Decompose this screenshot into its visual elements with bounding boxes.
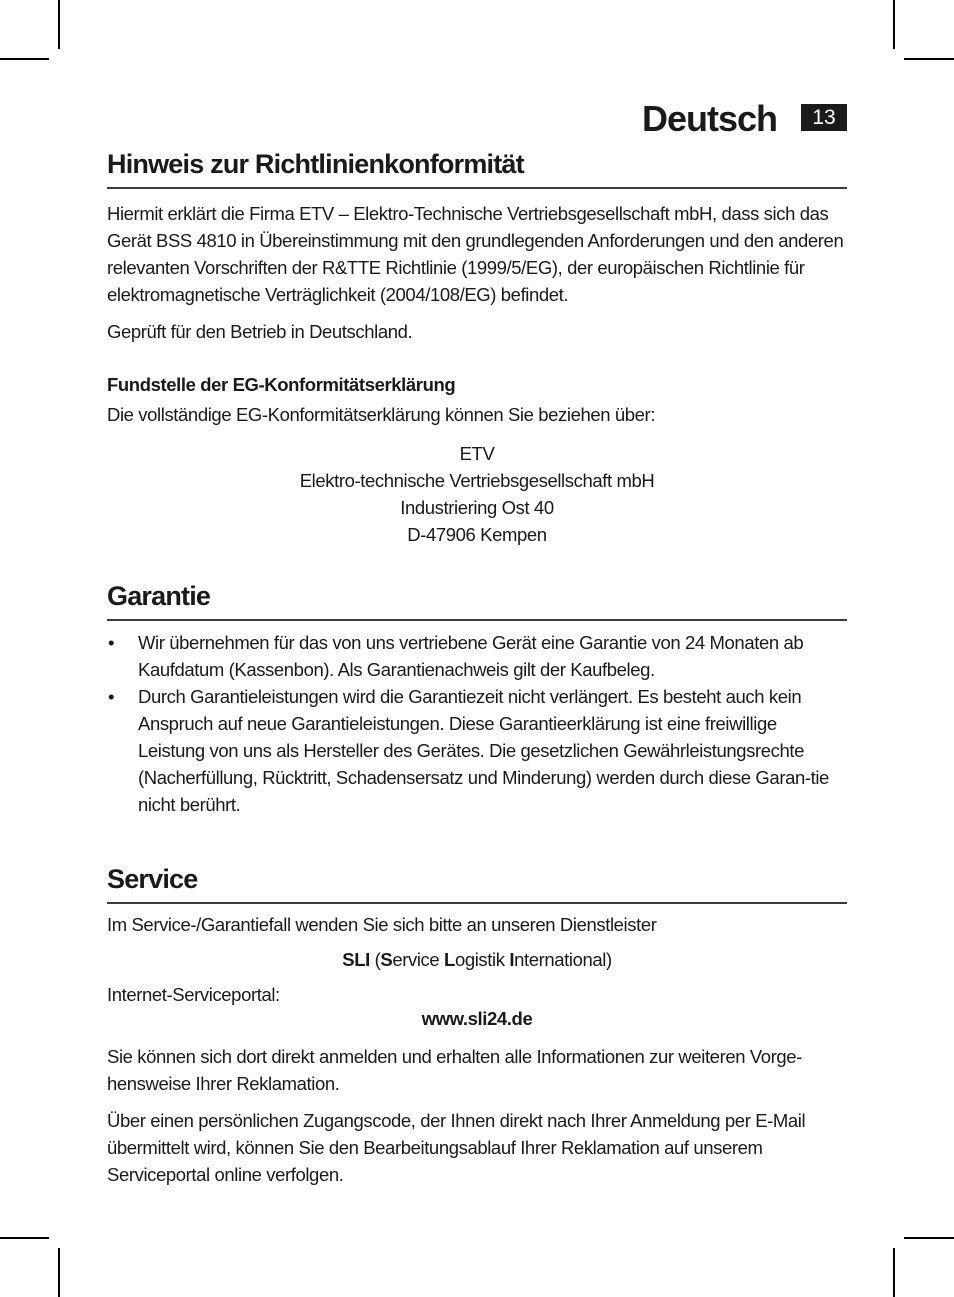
service-paragraph: Über einen persönlichen Zugangscode, der Ihnen direkt nach Ihrer Anmeldung per E-Mail übermittelt wird, können Sie den Bearbeitungsablauf Ihrer Reklamation auf unserem Serviceportal online verfolgen.	[107, 1110, 806, 1185]
page-number-badge: 13	[801, 104, 847, 131]
conformity-heading: Hinweis zur Richtlinienkonformität	[107, 142, 847, 189]
crop-mark	[58, 0, 60, 49]
garantie-section	[107, 574, 847, 818]
portal-label: Internet-Serviceportal:	[107, 984, 280, 1005]
sli-abbr: SLI	[342, 949, 370, 970]
list-item-text: Wir übernehmen für das von uns vertriebene Gerät eine Garantie von 24 Monaten ab Kaufdatum (Kassenbon). Als Garantienachweis gilt der Kaufbeleg.	[138, 632, 804, 680]
service-section	[107, 857, 847, 1188]
crop-mark	[904, 58, 954, 60]
sli-text: ervice	[392, 949, 445, 970]
service-paragraph: Im Service-/Garantiefall wenden Sie sich bitte an unseren Dienstleister	[107, 914, 657, 935]
conformity-section	[107, 142, 847, 548]
crop-mark	[893, 0, 895, 49]
declaration-subheading: Fundstelle der EG-Konformitätserklärung	[107, 374, 456, 395]
garantie-list	[107, 629, 847, 818]
address-line: Elektro-technische Vertriebsgesellschaft mbH	[299, 470, 655, 491]
sli-text: (	[369, 949, 381, 970]
list-item	[107, 683, 847, 818]
bullet-icon: •	[108, 632, 115, 653]
service-url-link[interactable]: www.sli24.de	[421, 1008, 533, 1029]
crop-mark	[904, 1237, 954, 1239]
address-line: ETV	[459, 443, 495, 464]
declaration-paragraph: Die vollständige EG-Konformitätserklärung können Sie beziehen über:	[107, 404, 656, 425]
bullet-icon: •	[108, 686, 115, 707]
sli-initial: S	[380, 949, 393, 970]
sli-initial: L	[444, 949, 455, 970]
crop-mark	[0, 1237, 49, 1239]
page-content	[107, 140, 847, 1188]
crop-mark	[0, 58, 49, 60]
address-line: Industriering Ost 40	[400, 497, 554, 518]
address-line: D-47906 Kempen	[407, 524, 547, 545]
conformity-paragraph: Hiermit erklärt die Firma ETV – Elektro-Technische Vertriebsgesellschaft mbH, dass sich das Gerät BSS 4810 in Übereinstimmung mit den grundlegenden Anforderungen und den anderen relevanten Vorschriften der R&TTE Richtlinie (1999/5/EG), der europäischen Richtlinie für elektromagnetische Verträglichkeit (2004/108/EG) befindet.	[107, 203, 844, 305]
crop-mark	[893, 1248, 895, 1297]
list-item-text: Durch Garantieleistungen wird die Garantiezeit nicht verlängert. Es besteht auch kein Anspruch auf neue Garantieleistungen. Diese Garantieerklärung ist eine freiwillige Leistung von uns als Hersteller des Gerätes. Die gesetzlichen Gewährleistungsrechte (Nacherfüllung, Rücktritt, Schadensersatz und Minderung) werden durch diese Garan-tie nicht berührt.	[138, 686, 829, 815]
sli-text: ogistik	[454, 949, 510, 970]
tested-paragraph: Geprüft für den Betrieb in Deutschland.	[107, 321, 413, 342]
company-address	[107, 440, 847, 548]
page-header	[107, 96, 847, 144]
language-title: Deutsch	[641, 98, 777, 139]
crop-mark	[58, 1248, 60, 1297]
service-paragraph: Sie können sich dort direkt anmelden und erhalten alle Informationen zur weiteren Vorge-hensweise Ihrer Reklamation.	[107, 1046, 802, 1094]
service-heading: Service	[107, 857, 847, 904]
sli-line	[107, 946, 847, 973]
list-item	[107, 629, 847, 683]
sli-initial: I	[509, 949, 515, 970]
garantie-heading: Garantie	[107, 574, 847, 621]
sli-text: nternational)	[514, 949, 612, 970]
